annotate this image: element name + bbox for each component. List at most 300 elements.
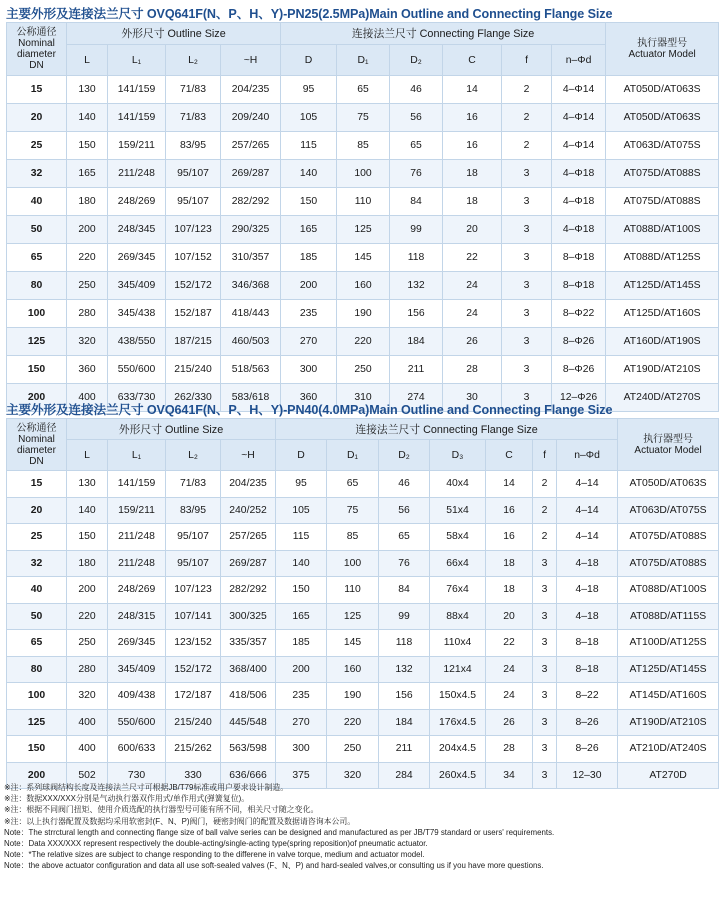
actuator-model-header: 执行器型号 Actuator Model	[606, 23, 719, 76]
table-cell: 125	[327, 603, 379, 630]
column-header: f	[533, 440, 557, 471]
dn-cell: 20	[7, 104, 67, 132]
table-cell: 3	[502, 244, 552, 272]
table-cell: 4–Φ14	[552, 104, 606, 132]
table-cell: 211/248	[108, 524, 166, 551]
table-cell: 284	[379, 762, 430, 789]
table-cell: 4–Φ18	[552, 216, 606, 244]
table-cell: 88x4	[430, 603, 486, 630]
table-cell: 99	[390, 216, 443, 244]
table-cell: 83/95	[166, 132, 221, 160]
table-row	[7, 683, 719, 710]
table-cell: 8–26	[557, 709, 618, 736]
table-cell: 4–18	[557, 577, 618, 604]
table-cell: AT088D/AT125S	[606, 244, 719, 272]
column-header: L₁	[108, 45, 166, 76]
table-cell: 14	[486, 471, 533, 498]
table-cell: 83/95	[166, 497, 221, 524]
table-cell: 84	[390, 188, 443, 216]
table-cell: 141/159	[108, 471, 166, 498]
table-cell: 248/345	[108, 216, 166, 244]
table-cell: 56	[390, 104, 443, 132]
table-cell: 152/187	[166, 300, 221, 328]
table-cell: 172/187	[166, 683, 221, 710]
table-cell: 300/325	[221, 603, 276, 630]
table-cell: 180	[67, 550, 108, 577]
table-cell: 211/248	[108, 160, 166, 188]
table-row	[7, 356, 719, 384]
dn-cell: 20	[7, 497, 67, 524]
table-cell: 3	[533, 709, 557, 736]
column-header: D₂	[390, 45, 443, 76]
table-cell: 3	[533, 577, 557, 604]
table-cell: 71/83	[166, 104, 221, 132]
table-cell: 184	[379, 709, 430, 736]
table-row	[7, 524, 719, 551]
table-cell: 4–Φ14	[552, 132, 606, 160]
table-cell: 8–Φ26	[552, 328, 606, 356]
table-cell: 24	[443, 300, 502, 328]
table-row	[7, 216, 719, 244]
table-cell: 3	[502, 384, 552, 412]
table-cell: 3	[533, 550, 557, 577]
table-cell: 16	[486, 497, 533, 524]
table-cell: 187/215	[166, 328, 221, 356]
table-row	[7, 328, 719, 356]
table-cell: 409/438	[108, 683, 166, 710]
table-cell: 140	[67, 497, 108, 524]
column-header: D	[281, 45, 337, 76]
table-cell: 4–14	[557, 497, 618, 524]
table-cell: 107/152	[166, 244, 221, 272]
table-cell: 84	[379, 577, 430, 604]
table-row	[7, 132, 719, 160]
table-cell: 730	[108, 762, 166, 789]
table-cell: 85	[337, 132, 390, 160]
table-cell: 320	[67, 683, 108, 710]
table-cell: 65	[337, 76, 390, 104]
table2-title: 主要外形及连接法兰尺寸 OVQ641F(N、P、H、Y)-PN40(4.0MPa)Main Outline and Connecting Flange Size	[6, 403, 613, 417]
table-row	[7, 188, 719, 216]
table-cell: 125	[337, 216, 390, 244]
table-cell: 204/235	[221, 76, 281, 104]
dn-cell: 150	[7, 356, 67, 384]
table-cell: 156	[390, 300, 443, 328]
table-cell: 107/123	[166, 577, 221, 604]
note-line: Note：the above actuator configuration and data all use soft-sealed valves (F、N、P) and hard-sealed valves,or consulting us if you have more questions.	[4, 861, 544, 871]
table-cell: 14	[443, 76, 502, 104]
column-header: n–Φd	[552, 45, 606, 76]
note-line: ※注：以上执行器配置及数据均采用软密封(F、N、P)阀门，硬密封阀门的配置及数据请咨询本公司。	[4, 816, 356, 826]
table-cell: 75	[337, 104, 390, 132]
table1-title: 主要外形及连接法兰尺寸 OVQ641F(N、P、H、Y)-PN25(2.5MPa)Main Outline and Connecting Flange Size	[6, 7, 613, 21]
table-cell: 3	[502, 188, 552, 216]
table-cell: 335/357	[221, 630, 276, 657]
table-cell: 99	[379, 603, 430, 630]
table-cell: 24	[486, 683, 533, 710]
outline-size-header: 外形尺寸 Outline Size	[67, 419, 276, 440]
table-cell: 141/159	[108, 104, 166, 132]
table-cell: 262/330	[166, 384, 221, 412]
dn-cell: 65	[7, 630, 67, 657]
table-cell: 3	[533, 762, 557, 789]
note-line: ※注：系列球阀结构长度及连接法兰尺寸可根据JB/T79标准或用户要求设计制造。	[4, 783, 289, 792]
table-cell: 18	[443, 188, 502, 216]
table-cell: 418/443	[221, 300, 281, 328]
table-cell: 107/123	[166, 216, 221, 244]
table-cell: 211/248	[108, 550, 166, 577]
table-cell: 211	[379, 736, 430, 763]
table-cell: AT075D/AT088S	[606, 188, 719, 216]
table-cell: 260x4.5	[430, 762, 486, 789]
table-cell: 145	[337, 244, 390, 272]
table-cell: AT075D/AT088S	[606, 160, 719, 188]
table-cell: 28	[486, 736, 533, 763]
table-cell: 28	[443, 356, 502, 384]
table-cell: 310/357	[221, 244, 281, 272]
dn-cell: 32	[7, 550, 67, 577]
dn-cell: 25	[7, 524, 67, 551]
table-cell: 95/107	[166, 550, 221, 577]
table-cell: 20	[443, 216, 502, 244]
table-cell: 220	[67, 603, 108, 630]
table-cell: 8–Φ26	[552, 356, 606, 384]
table-cell: 209/240	[221, 104, 281, 132]
table-cell: 30	[443, 384, 502, 412]
table-cell: 105	[281, 104, 337, 132]
table-cell: 3	[533, 656, 557, 683]
table-cell: 110x4	[430, 630, 486, 657]
table-cell: 16	[443, 132, 502, 160]
table-row	[7, 160, 719, 188]
table-cell: 152/172	[166, 272, 221, 300]
table-cell: 65	[379, 524, 430, 551]
table-cell: 200	[276, 656, 327, 683]
table-cell: 320	[67, 328, 108, 356]
flange-size-header: 连接法兰尺寸 Connecting Flange Size	[281, 23, 606, 45]
table-cell: 121x4	[430, 656, 486, 683]
table-cell: 65	[327, 471, 379, 498]
table-cell: 250	[337, 356, 390, 384]
table-cell: 4–18	[557, 550, 618, 577]
table-cell: 518/563	[221, 356, 281, 384]
table-cell: 300	[281, 356, 337, 384]
table-cell: 3	[533, 630, 557, 657]
table-cell: AT050D/AT063S	[618, 471, 719, 498]
dn-cell: 65	[7, 244, 67, 272]
table-cell: 140	[67, 104, 108, 132]
table-cell: 18	[443, 160, 502, 188]
dn-cell: 25	[7, 132, 67, 160]
table-cell: 46	[390, 76, 443, 104]
table-cell: 320	[327, 762, 379, 789]
table-cell: 141/159	[108, 76, 166, 104]
table-cell: AT100D/AT125S	[618, 630, 719, 657]
table-cell: 12–30	[557, 762, 618, 789]
table-cell: 250	[67, 630, 108, 657]
table-cell: 71/83	[166, 471, 221, 498]
table-cell: 3	[533, 683, 557, 710]
table-cell: 130	[67, 76, 108, 104]
table-cell: 51x4	[430, 497, 486, 524]
dn-header: 公称通径 Nominal diameter DN	[7, 23, 67, 76]
column-header: L₂	[166, 440, 221, 471]
table-cell: 2	[533, 524, 557, 551]
table-cell: AT240D/AT270S	[606, 384, 719, 412]
table-cell: 152/172	[166, 656, 221, 683]
table-cell: 76	[379, 550, 430, 577]
table-cell: 438/550	[108, 328, 166, 356]
table-cell: 46	[379, 471, 430, 498]
table-cell: 185	[276, 630, 327, 657]
table-cell: 118	[379, 630, 430, 657]
dn-cell: 200	[7, 384, 67, 412]
table-cell: 583/618	[221, 384, 281, 412]
table-row	[7, 272, 719, 300]
table-cell: 270	[281, 328, 337, 356]
table-cell: 248/269	[108, 188, 166, 216]
table-cell: 235	[281, 300, 337, 328]
table-cell: 200	[67, 216, 108, 244]
table-cell: 250	[67, 272, 108, 300]
table-cell: 26	[443, 328, 502, 356]
table-row	[7, 497, 719, 524]
note-line: ※注：根据不同阀门扭矩、使用介质选配的执行器型号可能有所不同，相关尺寸随之变化。	[4, 805, 319, 815]
table-cell: 282/292	[221, 577, 276, 604]
table-cell: 95	[281, 76, 337, 104]
column-header: L	[67, 440, 108, 471]
table-row	[7, 736, 719, 763]
table-cell: 66x4	[430, 550, 486, 577]
table-cell: 2	[502, 104, 552, 132]
dn-cell: 100	[7, 300, 67, 328]
table-cell: AT145D/AT160S	[618, 683, 719, 710]
outline-size-header: 外形尺寸 Outline Size	[67, 23, 281, 45]
table-cell: 330	[166, 762, 221, 789]
table-cell: AT125D/AT145S	[618, 656, 719, 683]
table-cell: 502	[67, 762, 108, 789]
dn-cell: 125	[7, 328, 67, 356]
dn-cell: 15	[7, 471, 67, 498]
flange-size-header: 连接法兰尺寸 Connecting Flange Size	[276, 419, 618, 440]
table-cell: 176x4.5	[430, 709, 486, 736]
table-cell: 132	[379, 656, 430, 683]
table-cell: 12–Φ26	[552, 384, 606, 412]
dn-cell: 150	[7, 736, 67, 763]
table-row	[7, 76, 719, 104]
table-cell: 115	[276, 524, 327, 551]
table-cell: 4–18	[557, 603, 618, 630]
table-cell: 8–18	[557, 630, 618, 657]
table-cell: 24	[486, 656, 533, 683]
column-header: D₂	[379, 440, 430, 471]
table-cell: 4–14	[557, 471, 618, 498]
table-cell: 290/325	[221, 216, 281, 244]
table-cell: 300	[276, 736, 327, 763]
table-cell: 8–Φ18	[552, 244, 606, 272]
table-cell: 375	[276, 762, 327, 789]
table-cell: 123/152	[166, 630, 221, 657]
table-cell: 360	[67, 356, 108, 384]
table-cell: AT160D/AT190S	[606, 328, 719, 356]
table-cell: 282/292	[221, 188, 281, 216]
table-cell: 105	[276, 497, 327, 524]
table-cell: 95/107	[166, 188, 221, 216]
table-cell: 400	[67, 384, 108, 412]
table-cell: 132	[390, 272, 443, 300]
table-cell: 204/235	[221, 471, 276, 498]
table-cell: AT075D/AT088S	[618, 550, 719, 577]
table-cell: 418/506	[221, 683, 276, 710]
table-cell: AT075D/AT088S	[618, 524, 719, 551]
table-cell: 345/438	[108, 300, 166, 328]
column-header: ~H	[221, 440, 276, 471]
table-cell: 200	[281, 272, 337, 300]
note-line: Note：The strrctural length and connecting flange size of ball valve series can be designed and manufactured as per JB/T79 standard or users' requirements.	[4, 827, 555, 837]
table-cell: 95	[276, 471, 327, 498]
table-cell: 8–22	[557, 683, 618, 710]
column-header: ~H	[221, 45, 281, 76]
column-header: f	[502, 45, 552, 76]
dn-cell: 100	[7, 683, 67, 710]
pn25-dimension-table	[6, 22, 719, 412]
table-cell: 76x4	[430, 577, 486, 604]
table-cell: 4–Φ18	[552, 160, 606, 188]
table-body	[7, 471, 719, 789]
table-cell: 110	[327, 577, 379, 604]
table-cell: 250	[327, 736, 379, 763]
table-cell: 65	[390, 132, 443, 160]
table-cell: 240/252	[221, 497, 276, 524]
table-cell: 8–Φ22	[552, 300, 606, 328]
table-cell: 215/240	[166, 356, 221, 384]
table-body	[7, 76, 719, 412]
table-cell: 550/600	[108, 356, 166, 384]
table-cell: 220	[327, 709, 379, 736]
table-cell: 130	[67, 471, 108, 498]
table-cell: 184	[390, 328, 443, 356]
column-header: L	[67, 45, 108, 76]
table-cell: 118	[390, 244, 443, 272]
table-cell: 85	[327, 524, 379, 551]
table-cell: 200	[67, 577, 108, 604]
column-header: L₁	[108, 440, 166, 471]
table-cell: 16	[486, 524, 533, 551]
pn40-dimension-table	[6, 418, 719, 789]
table-cell: 18	[486, 577, 533, 604]
table-cell: AT125D/AT160S	[606, 300, 719, 328]
table-cell: 165	[281, 216, 337, 244]
table-cell: 2	[502, 76, 552, 104]
table-cell: 140	[276, 550, 327, 577]
table-cell: 4–Φ14	[552, 76, 606, 104]
table-cell: 550/600	[108, 709, 166, 736]
table-cell: 156	[379, 683, 430, 710]
dn-header: 公称通径 Nominal diameter DN	[7, 419, 67, 471]
table-row	[7, 300, 719, 328]
table-cell: 150x4.5	[430, 683, 486, 710]
table-cell: 26	[486, 709, 533, 736]
table-cell: 269/345	[108, 244, 166, 272]
note-line: ※注：数据XXX/XXX分别是气动执行器双作用式/单作用式(弹簧复位)。	[4, 794, 250, 804]
table-cell: 110	[337, 188, 390, 216]
dn-cell: 200	[7, 762, 67, 789]
table-cell: 95/107	[166, 160, 221, 188]
table-cell: 310	[337, 384, 390, 412]
actuator-model-header: 执行器型号 Actuator Model	[618, 419, 719, 471]
table-cell: AT050D/AT063S	[606, 104, 719, 132]
table-cell: 3	[533, 603, 557, 630]
table-cell: 159/211	[108, 497, 166, 524]
table-cell: 100	[327, 550, 379, 577]
dn-cell: 50	[7, 603, 67, 630]
table-cell: 2	[533, 471, 557, 498]
table-cell: 215/262	[166, 736, 221, 763]
column-header: L₂	[166, 45, 221, 76]
dn-cell: 15	[7, 76, 67, 104]
table-cell: 165	[67, 160, 108, 188]
note-line: Note：Data XXX/XXX represent respectively the double-acting/single-acting type(spring reposition)of pneumatic actuator.	[4, 839, 428, 849]
table-cell: 274	[390, 384, 443, 412]
table-cell: 22	[486, 630, 533, 657]
table-cell: 190	[327, 683, 379, 710]
table-cell: 8–18	[557, 656, 618, 683]
table-cell: 159/211	[108, 132, 166, 160]
table-cell: 3	[502, 356, 552, 384]
table-cell: 107/141	[166, 603, 221, 630]
table-cell: 3	[502, 216, 552, 244]
table-cell: 220	[337, 328, 390, 356]
table-cell: AT088D/AT115S	[618, 603, 719, 630]
table-cell: AT125D/AT145S	[606, 272, 719, 300]
table-row	[7, 630, 719, 657]
table-cell: 24	[443, 272, 502, 300]
table-row	[7, 656, 719, 683]
table-row	[7, 471, 719, 498]
table-cell: 150	[281, 188, 337, 216]
table-cell: 2	[502, 132, 552, 160]
table-cell: 280	[67, 300, 108, 328]
table-cell: 2	[533, 497, 557, 524]
column-header: C	[486, 440, 533, 471]
table-row	[7, 709, 719, 736]
table-cell: 8–Φ18	[552, 272, 606, 300]
sub-header-row	[7, 440, 719, 471]
dn-cell: 80	[7, 656, 67, 683]
table-cell: 34	[486, 762, 533, 789]
table-cell: 58x4	[430, 524, 486, 551]
table-row	[7, 577, 719, 604]
table-cell: 215/240	[166, 709, 221, 736]
table-cell: 220	[67, 244, 108, 272]
table-cell: 75	[327, 497, 379, 524]
table-cell: 3	[502, 272, 552, 300]
table-cell: AT063D/AT075S	[606, 132, 719, 160]
table-cell: 346/368	[221, 272, 281, 300]
table-cell: 18	[486, 550, 533, 577]
column-header: D	[276, 440, 327, 471]
table-cell: 248/269	[108, 577, 166, 604]
table-cell: AT190D/AT210S	[606, 356, 719, 384]
table-cell: 76	[390, 160, 443, 188]
table-cell: 3	[502, 300, 552, 328]
dn-cell: 32	[7, 160, 67, 188]
column-header: n–Φd	[557, 440, 618, 471]
table-cell: 71/83	[166, 76, 221, 104]
table-cell: 56	[379, 497, 430, 524]
table-cell: 20	[486, 603, 533, 630]
dn-cell: 125	[7, 709, 67, 736]
